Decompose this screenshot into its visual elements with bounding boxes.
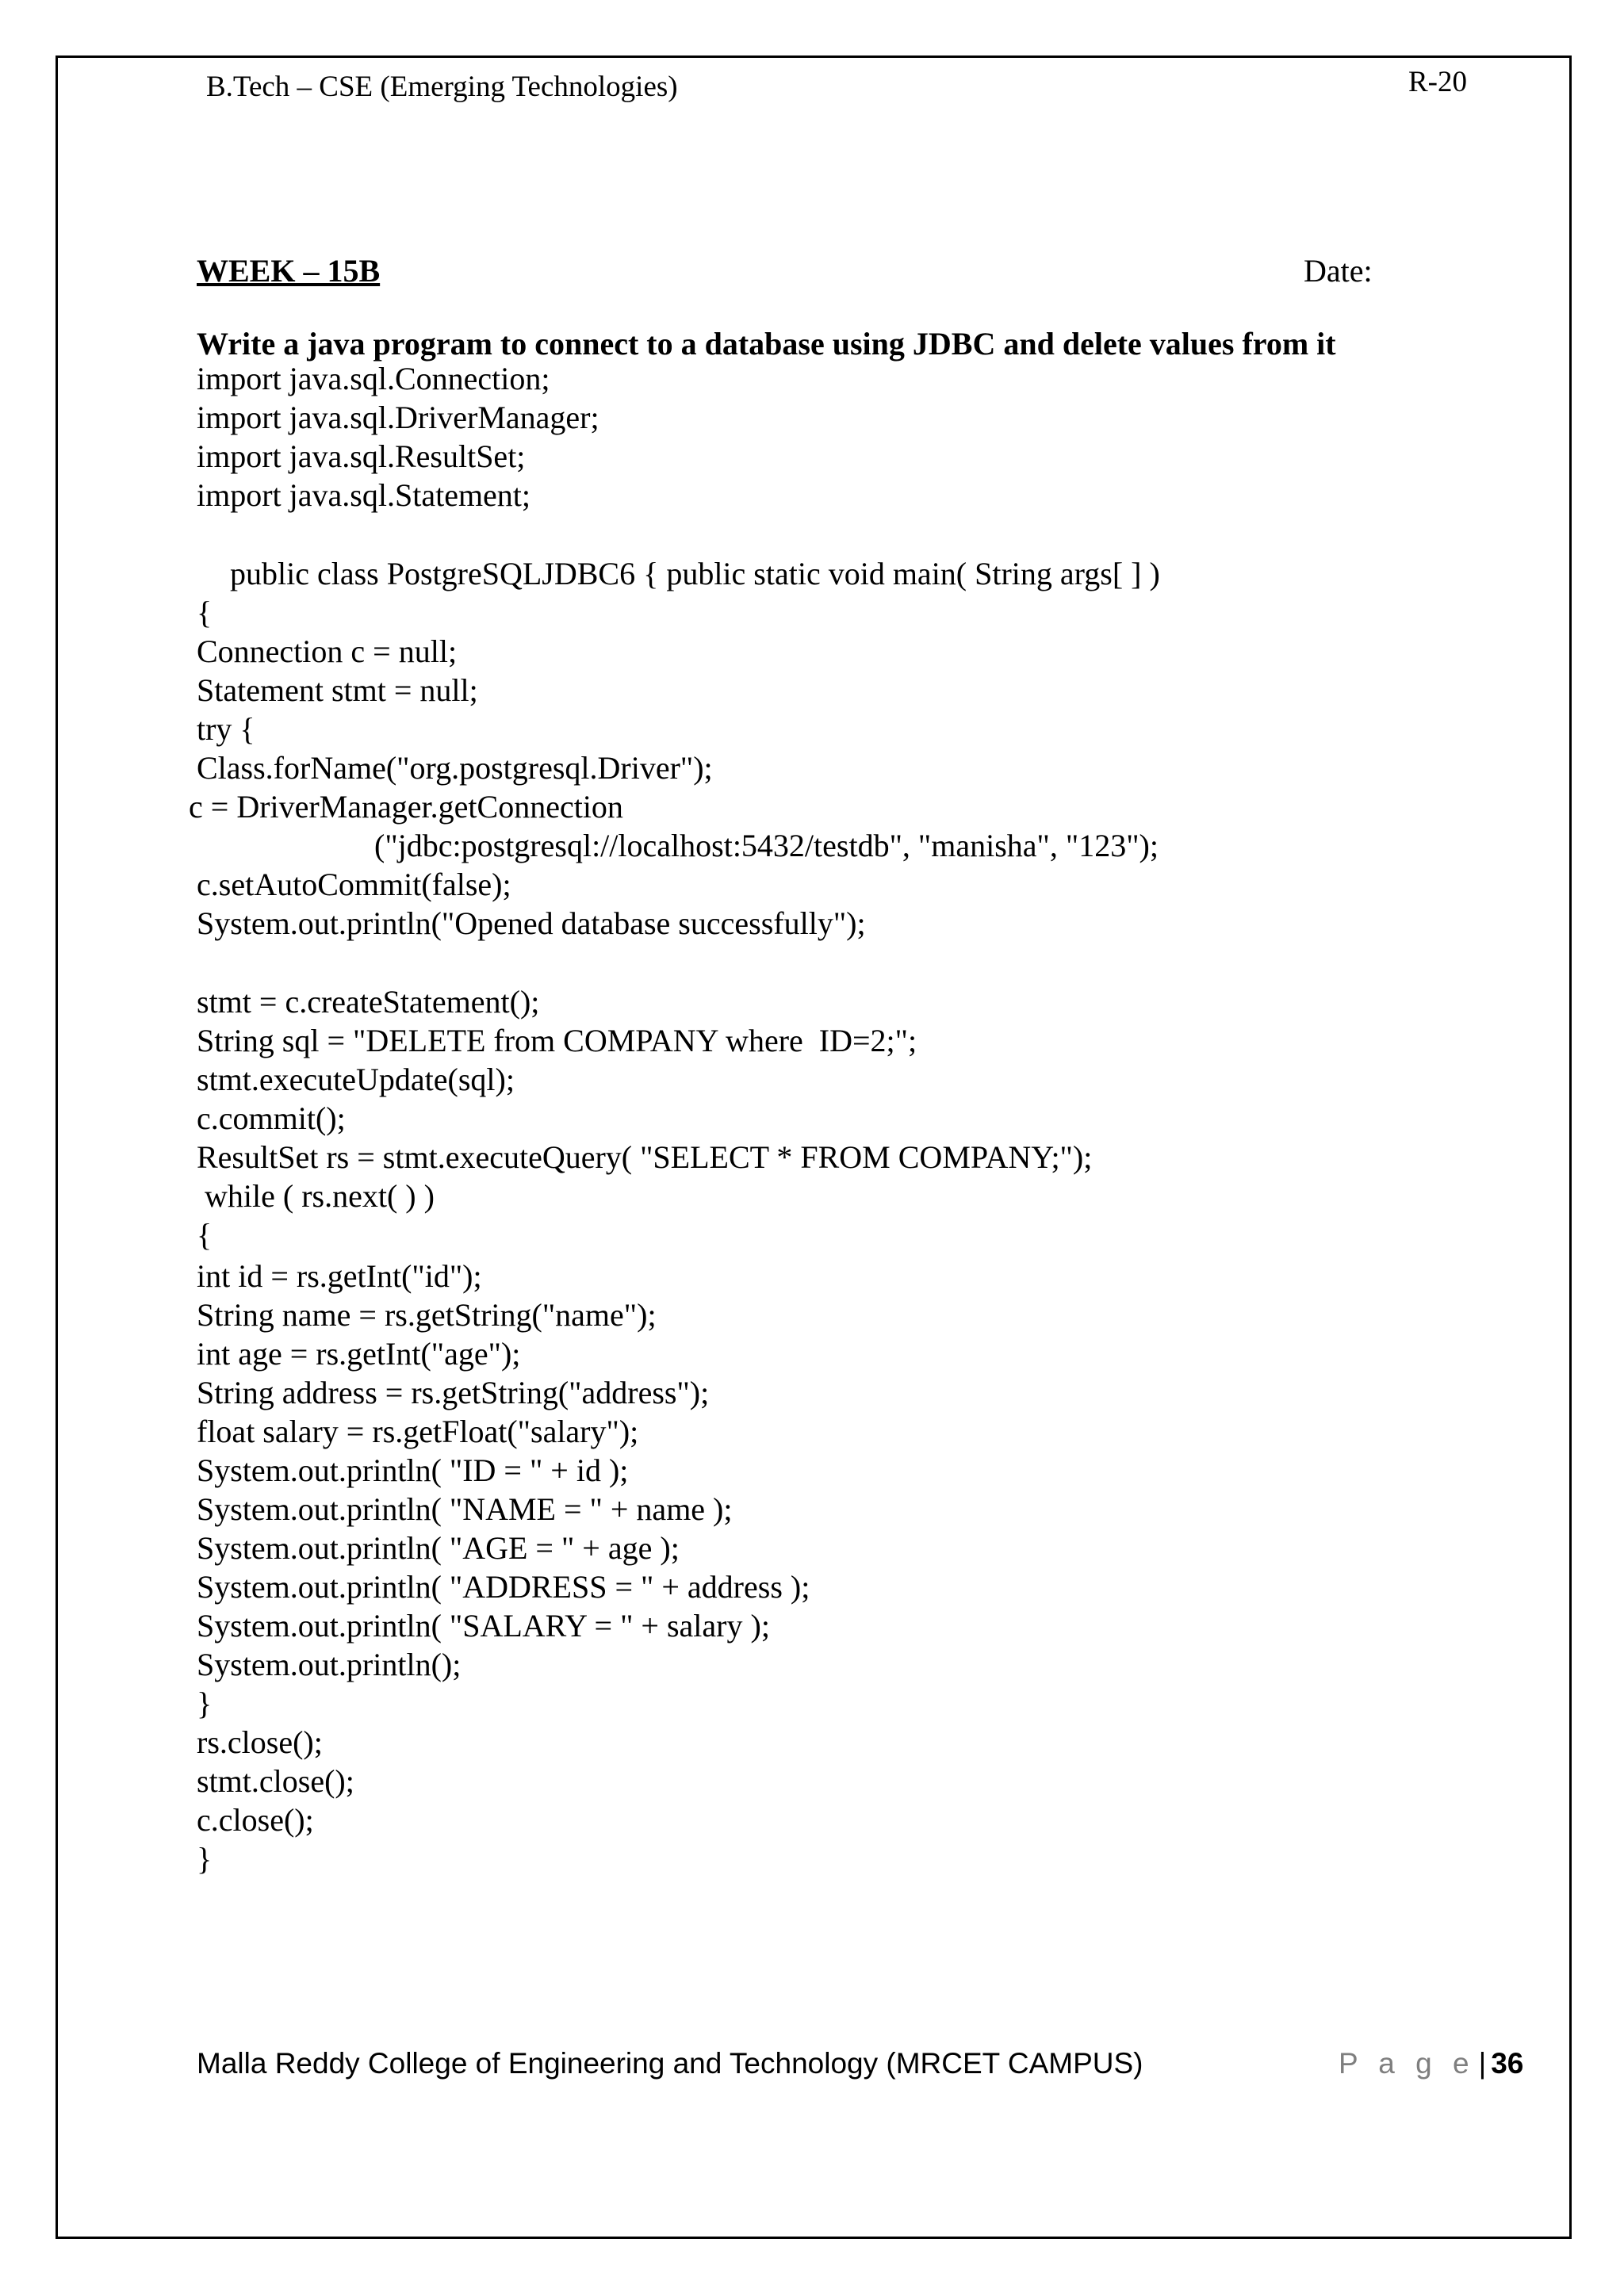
code-line: System.out.println( "NAME = " + name ); [197,1491,733,1527]
code-line: int age = rs.getInt("age"); [197,1336,521,1372]
code-line: stmt.close(); [197,1763,354,1799]
code-line: { [197,1217,213,1253]
code-line: System.out.println( "ID = " + id ); [197,1452,629,1488]
code-line: rs.close(); [197,1724,323,1760]
code-line: ("jdbc:postgresql://localhost:5432/testdb", "manisha", "123"); [374,828,1159,863]
code-line: ResultSet rs = stmt.executeQuery( "SELECT * FROM COMPANY;"); [197,1139,1093,1175]
code-line: import java.sql.Connection; [197,361,550,396]
code-line: Class.forName("org.postgresql.Driver"); [197,750,713,786]
code-line: int id = rs.getInt("id"); [197,1258,482,1294]
header-course: B.Tech – CSE (Emerging Technologies) [206,71,678,103]
date-label: Date: [1304,253,1373,289]
code-line: float salary = rs.getFloat("salary"); [197,1414,639,1449]
code-line: String address = rs.getString("address"); [197,1375,710,1410]
code-line: } [197,1686,213,1721]
page-separator: | [1478,2047,1487,2080]
code-line: import java.sql.Statement; [197,477,531,513]
page-number: 36 [1491,2047,1524,2080]
exercise-title: Write a java program to connect to a database using JDBC and delete values from it [197,326,1336,362]
header-regulation: R-20 [1408,66,1467,98]
code-line: import java.sql.DriverManager; [197,400,599,435]
code-line: Statement stmt = null; [197,672,478,708]
code-line: System.out.println( "ADDRESS = " + address ); [197,1569,810,1605]
code-line: System.out.println("Opened database successfully"); [197,905,866,941]
code-line: c.setAutoCommit(false); [197,867,511,902]
code-line: c.commit(); [197,1100,346,1136]
code-line: c = DriverManager.getConnection [189,789,623,825]
code-line: System.out.println( "AGE = " + age ); [197,1530,680,1566]
code-line: { [197,595,213,630]
week-heading: WEEK – 15B [197,253,381,289]
code-line: System.out.println( "SALARY = " + salary ); [197,1608,770,1644]
code-line: System.out.println(); [197,1647,462,1682]
code-line: c.close(); [197,1802,314,1838]
page-label: P a g e [1339,2047,1476,2080]
footer-college: Malla Reddy College of Engineering and Technology (MRCET CAMPUS) [197,2047,1143,2080]
code-line: Connection c = null; [197,633,458,669]
code-line: String sql = "DELETE from COMPANY where ID=2;"; [197,1023,917,1058]
code-line: stmt = c.createStatement(); [197,984,540,1020]
code-line: import java.sql.ResultSet; [197,438,526,474]
code-line: } [197,1841,213,1877]
code-line: try { [197,711,255,747]
code-line: while ( rs.next( ) ) [205,1178,435,1214]
code-line: String name = rs.getString("name"); [197,1297,657,1333]
code-line: stmt.executeUpdate(sql); [197,1062,515,1097]
code-line: public class PostgreSQLJDBC6 { public static void main( String args[ ] ) [230,556,1160,591]
footer-page [1339,2047,1523,2080]
